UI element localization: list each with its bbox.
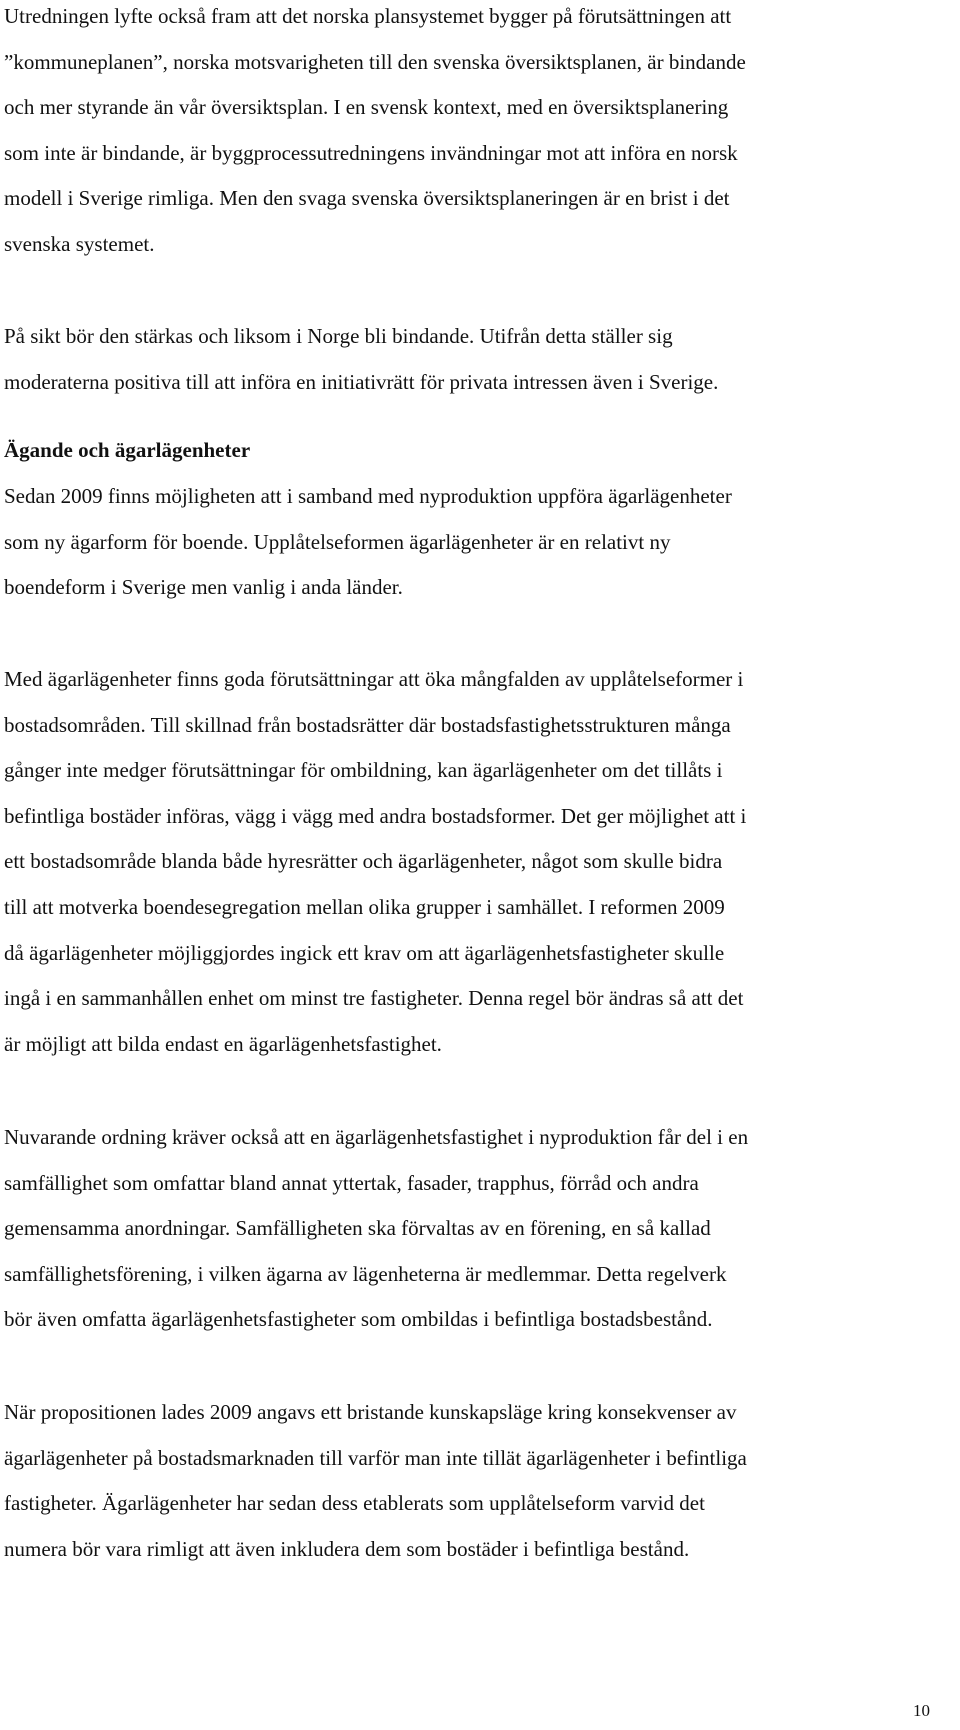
text-line: fastigheter. Ägarlägenheter har sedan dess etablerats som upplåtelseform varvid det	[4, 1491, 705, 1516]
paragraph-initiativratt	[4, 314, 948, 405]
text-line: till att motverka boendesegregation mellan olika grupper i samhället. I reformen 2009	[4, 894, 725, 919]
text-line: samfällighetsförening, i vilken ägarna av lägenheterna är medlemmar. Detta regelverk	[4, 1261, 727, 1286]
paragraph-samfallighet	[4, 1115, 948, 1343]
text-line: På sikt bör den stärkas och liksom i Norge bli bindande. Utifrån detta ställer sig	[4, 324, 673, 348]
paragraph-norska-plansystemet	[4, 0, 948, 268]
text-line: gemensamma anordningar. Samfälligheten ska förvaltas av en förening, en så kallad	[4, 1216, 711, 1241]
text-line: Sedan 2009 finns möjligheten att i samband med nyproduktion uppföra ägarlägenheter	[4, 484, 732, 508]
text-line: är möjligt att bilda endast en ägarlägenhetsfastighet.	[4, 1031, 442, 1056]
text-line: Utredningen lyfte också fram att det norska plansystemet bygger på förutsättningen att	[4, 4, 732, 28]
text-line: samfällighet som omfattar bland annat yttertak, fasader, trapphus, förråd och andra	[4, 1170, 699, 1195]
text-line: ingå i en sammanhållen enhet om minst tre fastigheter. Denna regel bör ändras så att det	[4, 986, 744, 1011]
text-line: befintliga bostäder införas, vägg i vägg med andra bostadsformer. Det ger möjlighet att i	[4, 803, 747, 828]
section-heading: Ägande och ägarlägenheter	[4, 438, 251, 462]
text-line: som ny ägarform för boende. Upplåtelseformen ägarlägenheter är en relativt ny	[4, 529, 671, 554]
page-number: 10	[913, 1701, 930, 1720]
text-line: och mer styrande än vår översiktsplan. I en svensk kontext, med en översiktsplanering	[4, 95, 729, 120]
text-line: Med ägarlägenheter finns goda förutsättningar att öka mångfalden av upplåtelseformer i	[4, 667, 744, 691]
text-line: bostadsområden. Till skillnad från bostadsrätter där bostadsfastighetsstrukturen många	[4, 712, 731, 737]
text-line: modell i Sverige rimliga. Men den svaga svenska översiktsplaneringen är en brist i det	[4, 186, 730, 211]
paragraph-agarform	[4, 474, 948, 611]
text-line: ”kommuneplanen”, norska motsvarigheten till den svenska översiktsplanen, är bindande	[4, 49, 746, 74]
text-line: moderaterna positiva till att införa en initiativrätt för privata intressen även i Sverige.	[4, 369, 719, 394]
paragraph-mangfald	[4, 657, 948, 1067]
text-line: ett bostadsområde blanda både hyresrätter och ägarlägenheter, något som skulle bidra	[4, 849, 723, 874]
text-line: numera bör vara rimligt att även inkludera dem som bostäder i befintliga bestånd.	[4, 1536, 690, 1561]
text-line: Nuvarande ordning kräver också att en ägarlägenhetsfastighet i nyproduktion får del i en	[4, 1125, 749, 1149]
text-line: då ägarlägenheter möjliggjordes ingick ett krav om att ägarlägenhetsfastigheter skulle	[4, 940, 725, 965]
text-line: När propositionen lades 2009 angavs ett bristande kunskapsläge kring konsekvenser av	[4, 1400, 737, 1424]
text-line: svenska systemet.	[4, 231, 155, 256]
text-line: gånger inte medger förutsättningar för ombildning, kan ägarlägenheter om det tillåts i	[4, 758, 723, 783]
text-line: som inte är bindande, är byggprocessutredningens invändningar mot att införa en norsk	[4, 140, 738, 165]
text-line: ägarlägenheter på bostadsmarknaden till varför man inte tillät ägarlägenheter i befintliga	[4, 1445, 747, 1470]
text-line: bör även omfatta ägarlägenhetsfastigheter som ombildas i befintliga bostadsbestånd.	[4, 1307, 713, 1332]
paragraph-propositionen	[4, 1390, 948, 1572]
text-line: boendeform i Sverige men vanlig i anda länder.	[4, 575, 403, 600]
